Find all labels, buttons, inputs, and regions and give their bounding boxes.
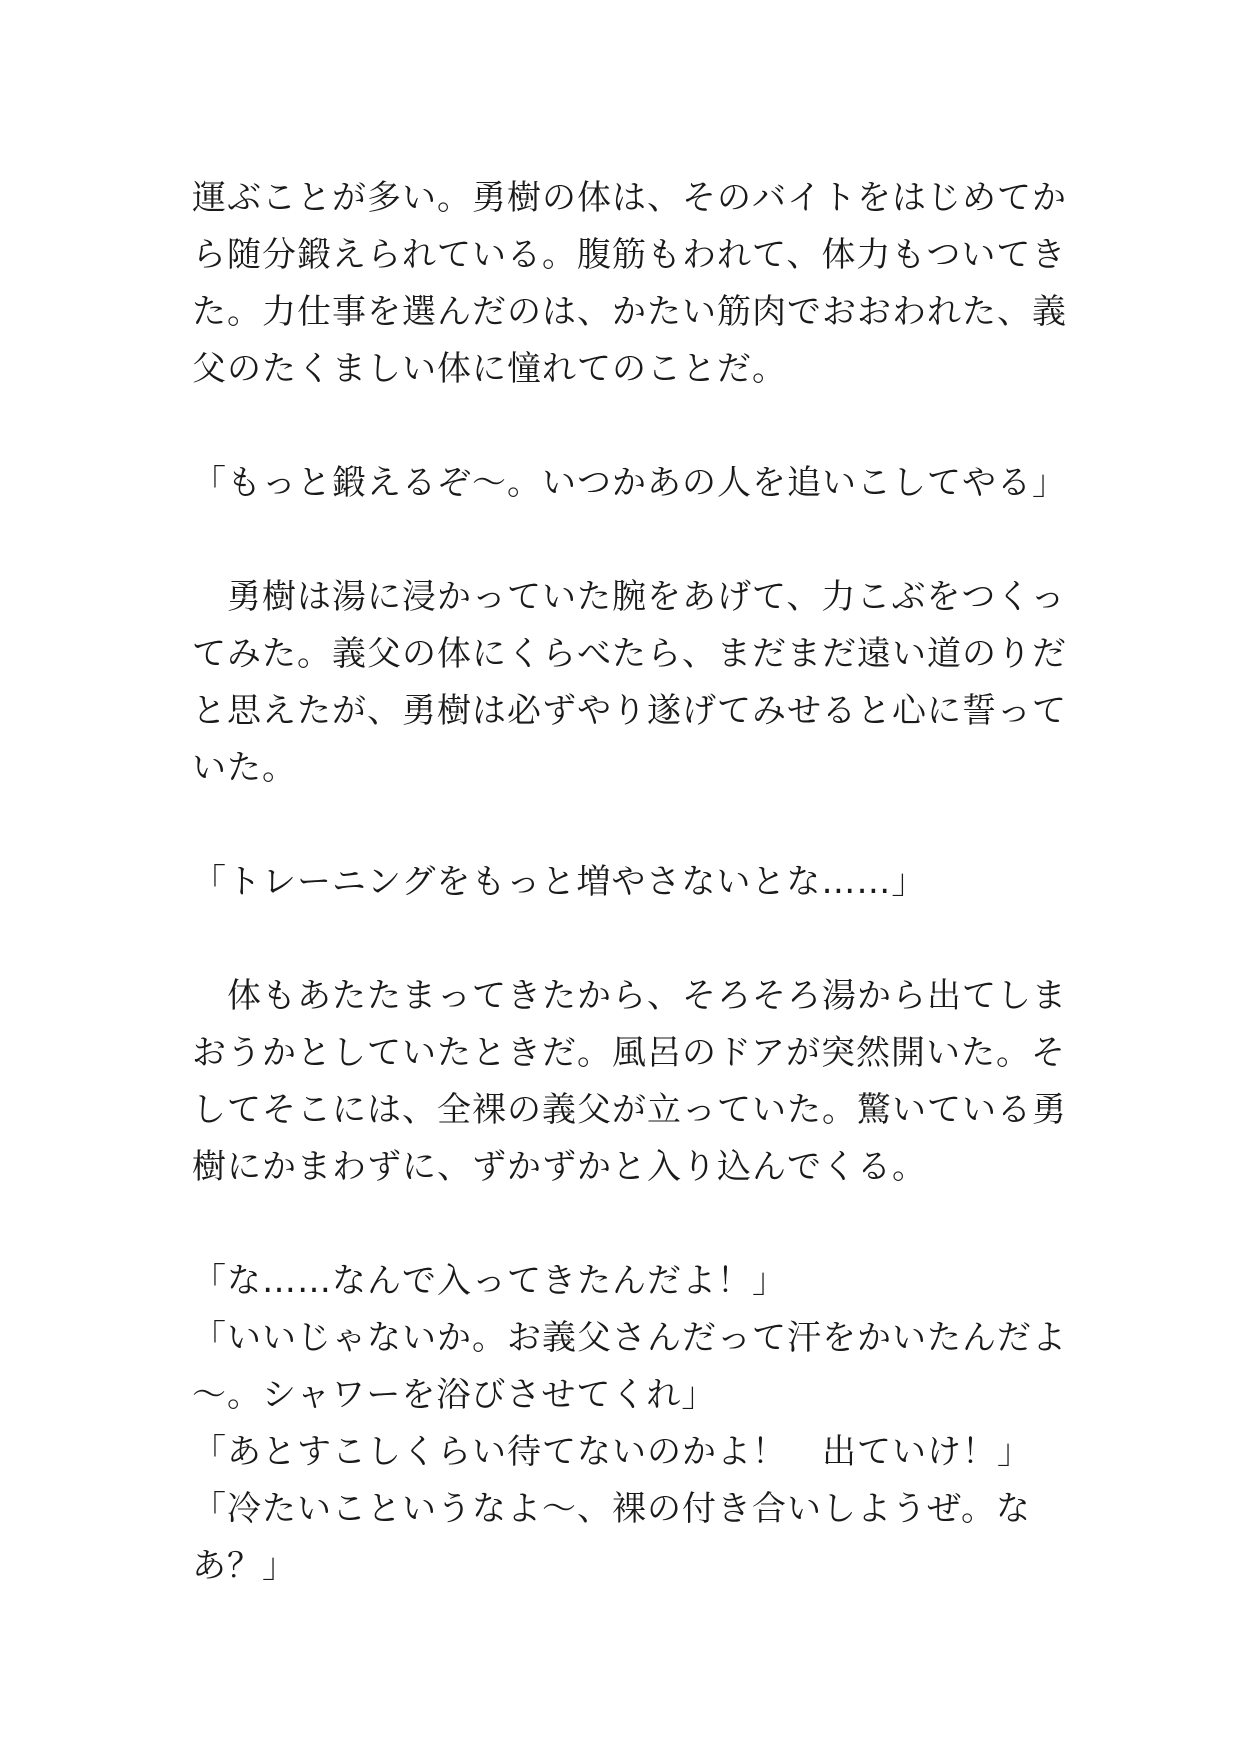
text-line: 勇樹は湯に浸かっていた腕をあげて、力こぶをつくっ <box>192 577 1066 617</box>
blank-line <box>192 398 1072 455</box>
dialogue-line: あ？」 <box>192 1546 297 1586</box>
text-line: た。力仕事を選んだのは、かたい筋肉でおおわれた、義 <box>192 292 1067 332</box>
dialogue-line: 〜。シャワーを浴びさせてくれ」 <box>192 1375 717 1415</box>
text-line: 体もあたたまってきたから、そろそろ湯から出てしま <box>192 976 1067 1016</box>
blank-line <box>192 1196 1072 1253</box>
dialogue-line: 「あとすこしくらい待てないのかよ！ 出ていけ！」 <box>192 1432 1032 1472</box>
blank-line <box>192 797 1072 854</box>
text-line: 運ぶことが多い。勇樹の体は、そのバイトをはじめてか <box>192 178 1067 218</box>
text-line: 樹にかまわずに、ずかずかと入り込んでくる。 <box>192 1147 927 1187</box>
dialogue-line: 「もっと鍛えるぞ〜。いつかあの人を追いこしてやる」 <box>192 463 1067 503</box>
dialogue-line: 「冷たいこというなよ〜、裸の付き合いしようぜ。な <box>192 1489 1031 1529</box>
blank-line <box>192 512 1072 569</box>
text-line: 父のたくましい体に憧れてのことだ。 <box>192 349 787 389</box>
dialogue-line: 「トレーニングをもっと増やさないとな……」 <box>192 862 927 902</box>
dialogue-line: 「な……なんで入ってきたんだよ！」 <box>192 1261 787 1301</box>
text-line: と思えたが、勇樹は必ずやり遂げてみせると心に誓って <box>192 691 1067 731</box>
text-line: ら随分鍛えられている。腹筋もわれて、体力もついてき <box>192 235 1067 275</box>
text-line: てみた。義父の体にくらべたら、まだまだ遠い道のりだ <box>192 634 1067 674</box>
text-line: してそこには、全裸の義父が立っていた。驚いている勇 <box>192 1090 1067 1130</box>
dialogue-line: 「いいじゃないか。お義父さんだって汗をかいたんだよ <box>192 1318 1067 1358</box>
text-line: おうかとしていたときだ。風呂のドアが突然開いた。そ <box>192 1033 1066 1073</box>
body-text <box>192 170 1072 1595</box>
blank-line <box>192 911 1072 968</box>
text-line: いた。 <box>192 748 297 788</box>
